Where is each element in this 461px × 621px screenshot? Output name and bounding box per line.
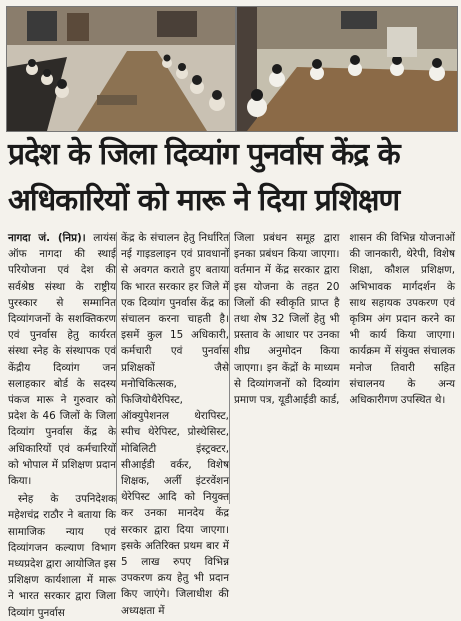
meeting-photo-right-image [237, 7, 457, 131]
meeting-photo-left [6, 6, 236, 132]
article-paragraph: केंद्र के संचालन हेतु निर्धारित नई गाइडलाइन एवं प्रावधानों से अवगत कराते हुए बताया कि भारत सरकार हर जिले में एक दिव्यांग पुनर्वास केंद्र का संचालन करना चाहती है। इसमें कुल 15 अधिकारी, कर्मचारी एवं पुनर्वास प्रशिक्षकों जैसे मनोचिकित्सक, फिजियोथैरेपिस्ट, ऑक्युपेशनल थेरापिस्ट, स्पीच थेरेपिस्ट, प्रोस्थेसिस्ट, मोबिलिटी इंस्ट्रक्टर, सीआईडी वर्कर, विशेष शिक्षक, अर्ली इंटरवेंशन थेरेपिस्ट आदि को नियुक्त कर उनका मानदेय केंद्र सरकार द्वारा दिया जाएगा। इसके अतिरिक्त प्रथम बार में 5 लाख रुपए विभिन्न उपकरण क्रय हेतु भी प्रदान किए जाएंगे। जिलाधीश की अध्यक्षता में [121, 232, 229, 617]
headline-line-1: प्रदेश के जिला दिव्यांग पुनर्वास केंद्र के [8, 137, 400, 172]
article-column-1 [8, 230, 116, 619]
dateline: नागदा जं. (निप्र)। [8, 232, 86, 244]
column-divider [229, 232, 230, 504]
article-paragraph: स्नेह के उपनिदेशक महेशचंद्र राठौर ने बताया कि सामाजिक न्याय एवं दिव्यांगजन कल्याण विभाग मध्यप्रदेश द्वारा आयोजित इस प्रशिक्षण कार्यशाला में मारू ने भारत सरकार द्वारा जिला दिव्यांग पुनर्वास [8, 493, 116, 619]
article-text: लायंस ऑफ नागदा की स्थाई परियोजना एवं देश की सर्वश्रेष्ठ संस्था के राष्ट्रीय पुरस्कार से सम्मानित दिव्यांगजनों के सशक्तिकरण एवं पुनर्वास हेतु कार्यरत संस्था स्नेह के संस्थापक एवं केंद्रीय दिव्यांग जन सलाहकार बोर्ड के सदस्य पंकज मारू ने गुरुवार को प्रदेश के 46 जिलों के जिला दिव्यांग पुनर्वास केंद्र के अधिकारियों एवं कर्मचारियों को भोपाल में प्रशिक्षण प्रदान किया। [8, 232, 116, 488]
headline-line-2: अधिकारियों को मारू ने दिया प्रशिक्षण [8, 183, 400, 218]
article-paragraph: जिला प्रबंधन समूह द्वारा इनका प्रबंधन किया जाएगा। वर्तमान में केंद्र सरकार द्वारा इस योजना के तहत 20 जिलों की स्वीकृति प्राप्त है तथा शेष 32 जिलों हेतु भी प्रस्ताव के आधार पर उनका शीघ्र अनुमोदन किया जाएगा। इन केंद्रों के माध्यम से दिव्यांगजनों को दिव्यांग प्रमाण पत्र, यूडीआईडी कार्ड, शासन की विभिन्न योजनाओं की जानकारी, थेरेपी, विशेष शिक्षा, कौशल प्रशिक्षण, अभिभावक मार्गदर्शन के साथ सहायक उपकरण एवं कृत्रिम अंग प्रदान करने का भी कार्य किया जाएगा। कार्यक्रम में संयुक्त संचालक मनोज तिवारी सहित संचालनय के अन्य अधिकारीगण उपस्थित थे। [234, 232, 455, 407]
meeting-photo-right [236, 6, 458, 132]
article-column-3 [234, 230, 455, 506]
meeting-photo-left-image [7, 7, 235, 131]
article-paragraph [8, 230, 116, 489]
article-column-2 [121, 230, 229, 617]
column-divider [116, 232, 117, 504]
